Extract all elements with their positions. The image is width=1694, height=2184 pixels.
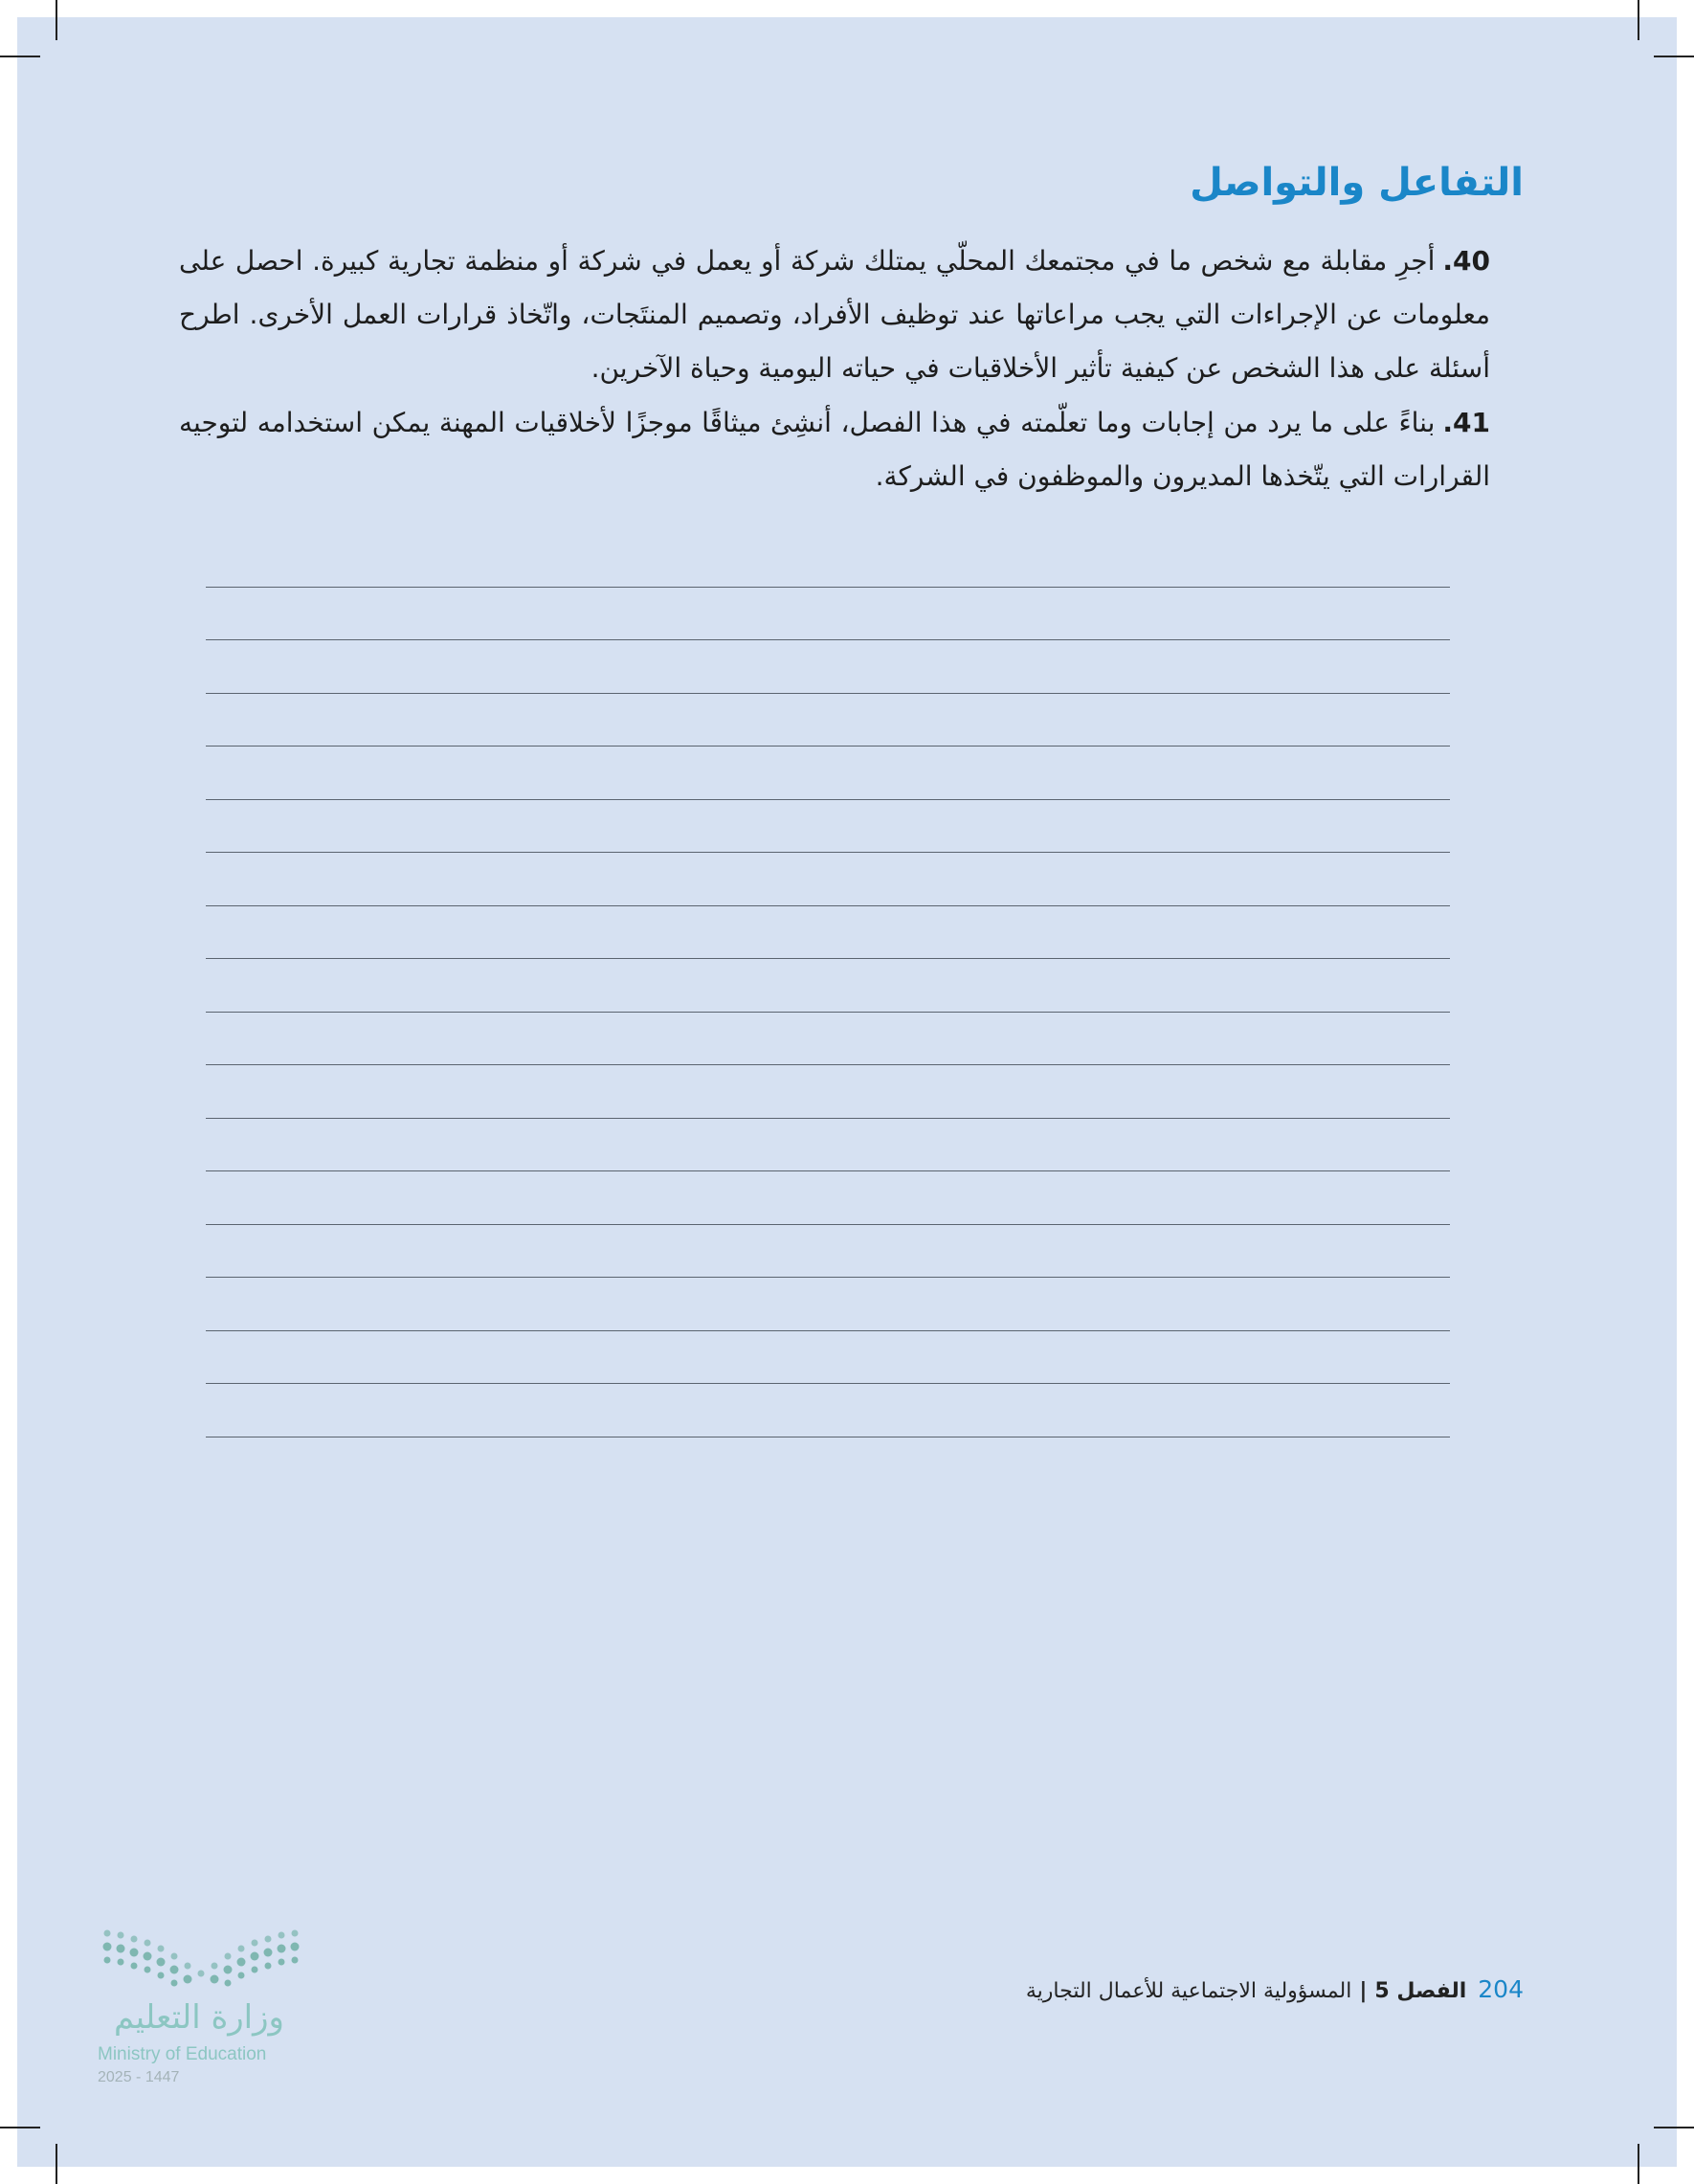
logo-dot [131, 1963, 138, 1970]
question-number: 41. [1442, 407, 1490, 438]
logo-dot [211, 1975, 219, 1984]
crop-mark [1638, 0, 1639, 40]
crop-mark [1654, 2127, 1694, 2128]
logo-dot [158, 1972, 165, 1979]
logo-dot [278, 1945, 286, 1953]
logo-dot [224, 1966, 233, 1974]
logo-dot [104, 1930, 111, 1937]
crop-mark [1654, 56, 1694, 57]
logo-dot [117, 1945, 125, 1953]
logo-dot-pattern [103, 1930, 300, 1987]
ministry-logo-english: Ministry of Education [98, 2044, 267, 2064]
logo-dot [251, 1952, 259, 1961]
question-number: 40. [1442, 245, 1490, 277]
page-number: 204 [1478, 1975, 1524, 2003]
answer-line[interactable] [206, 1331, 1450, 1385]
answer-line[interactable] [206, 1278, 1450, 1331]
logo-dot [292, 1957, 299, 1964]
answer-lines[interactable] [206, 534, 1450, 1437]
logo-dot [118, 1932, 124, 1939]
logo-dot [198, 1971, 205, 1977]
question-41 [179, 396, 1490, 503]
logo-dot [279, 1932, 285, 1939]
section-title: التفاعل والتواصل [1190, 161, 1524, 205]
answer-line[interactable] [206, 1384, 1450, 1437]
crop-mark [56, 2144, 57, 2184]
answer-line[interactable] [206, 800, 1450, 854]
logo-dot [158, 1946, 165, 1952]
crop-mark [56, 0, 57, 40]
logo-dot [171, 1953, 178, 1960]
logo-dot [104, 1957, 111, 1964]
logo-dot [264, 1949, 273, 1957]
logo-dot [225, 1980, 232, 1987]
footer-separator: | [1359, 1979, 1368, 2003]
answer-line[interactable] [206, 747, 1450, 800]
answer-line[interactable] [206, 959, 1450, 1013]
question-text: بناءً على ما يرد من إجابات وما تعلّمته في هذا الفصل، أنشِئ ميثاقًا موجزًا لأخلاقيات المهنة يمكن استخدامه لتوجيه القرارات التي يتّخذها المديرون والموظفون في الشركة. [179, 407, 1490, 492]
answer-line[interactable] [206, 853, 1450, 906]
answer-line[interactable] [206, 534, 1450, 588]
logo-dot [265, 1936, 272, 1943]
logo-dot [131, 1936, 138, 1943]
logo-dot [279, 1959, 285, 1966]
crop-mark [1638, 2144, 1639, 2184]
answer-line[interactable] [206, 1119, 1450, 1172]
answer-line[interactable] [206, 694, 1450, 747]
logo-dot [252, 1940, 258, 1947]
logo-dot [157, 1958, 166, 1967]
logo-dot [225, 1953, 232, 1960]
logo-dot [238, 1946, 245, 1952]
logo-dot [212, 1963, 218, 1970]
logo-dot [238, 1972, 245, 1979]
ministry-logo-arabic: وزارة التعليم [114, 1998, 284, 2037]
answer-line[interactable] [206, 906, 1450, 960]
logo-dot [265, 1963, 272, 1970]
answer-line[interactable] [206, 1225, 1450, 1279]
crop-mark [0, 2127, 40, 2128]
logo-dot [103, 1943, 112, 1951]
logo-dot [171, 1980, 178, 1987]
answer-line[interactable] [206, 1065, 1450, 1119]
answer-line[interactable] [206, 1013, 1450, 1066]
logo-dot [145, 1967, 151, 1973]
logo-dot [292, 1930, 299, 1937]
logo-dot [170, 1966, 179, 1974]
logo-dot [184, 1975, 192, 1984]
crop-mark [0, 56, 40, 57]
logo-dot [185, 1963, 191, 1970]
logo-dot [144, 1952, 152, 1961]
logo-dot [118, 1959, 124, 1966]
logo-dot [237, 1958, 246, 1967]
answer-line[interactable] [206, 640, 1450, 694]
logo-dot [130, 1949, 139, 1957]
page-footer [1026, 1975, 1524, 2003]
logo-dot [291, 1943, 300, 1951]
ministry-logo-year: 2025 - 1447 [98, 2069, 180, 2085]
chapter-label: الفصل 5 [1374, 1979, 1467, 2003]
question-text: أجرِ مقابلة مع شخص ما في مجتمعك المحلّي يمتلك شركة أو يعمل في شركة أو منظمة تجارية كبيرة. احصل على معلومات عن الإجراءات التي يجب مراعاتها عند توظيف الأفراد، وتصميم المنتَجات، واتّخاذ قرارات العمل الأخرى. اطرح أسئلة على هذا الشخص عن كيفية تأثير الأخلاقيات في حياته اليومية وحياة الآخرين. [179, 245, 1490, 384]
question-40 [179, 234, 1490, 395]
answer-line[interactable] [206, 1171, 1450, 1225]
logo-dot [145, 1940, 151, 1947]
answer-line[interactable] [206, 588, 1450, 641]
logo-dot [252, 1967, 258, 1973]
chapter-title: المسؤولية الاجتماعية للأعمال التجارية [1025, 1979, 1352, 2003]
